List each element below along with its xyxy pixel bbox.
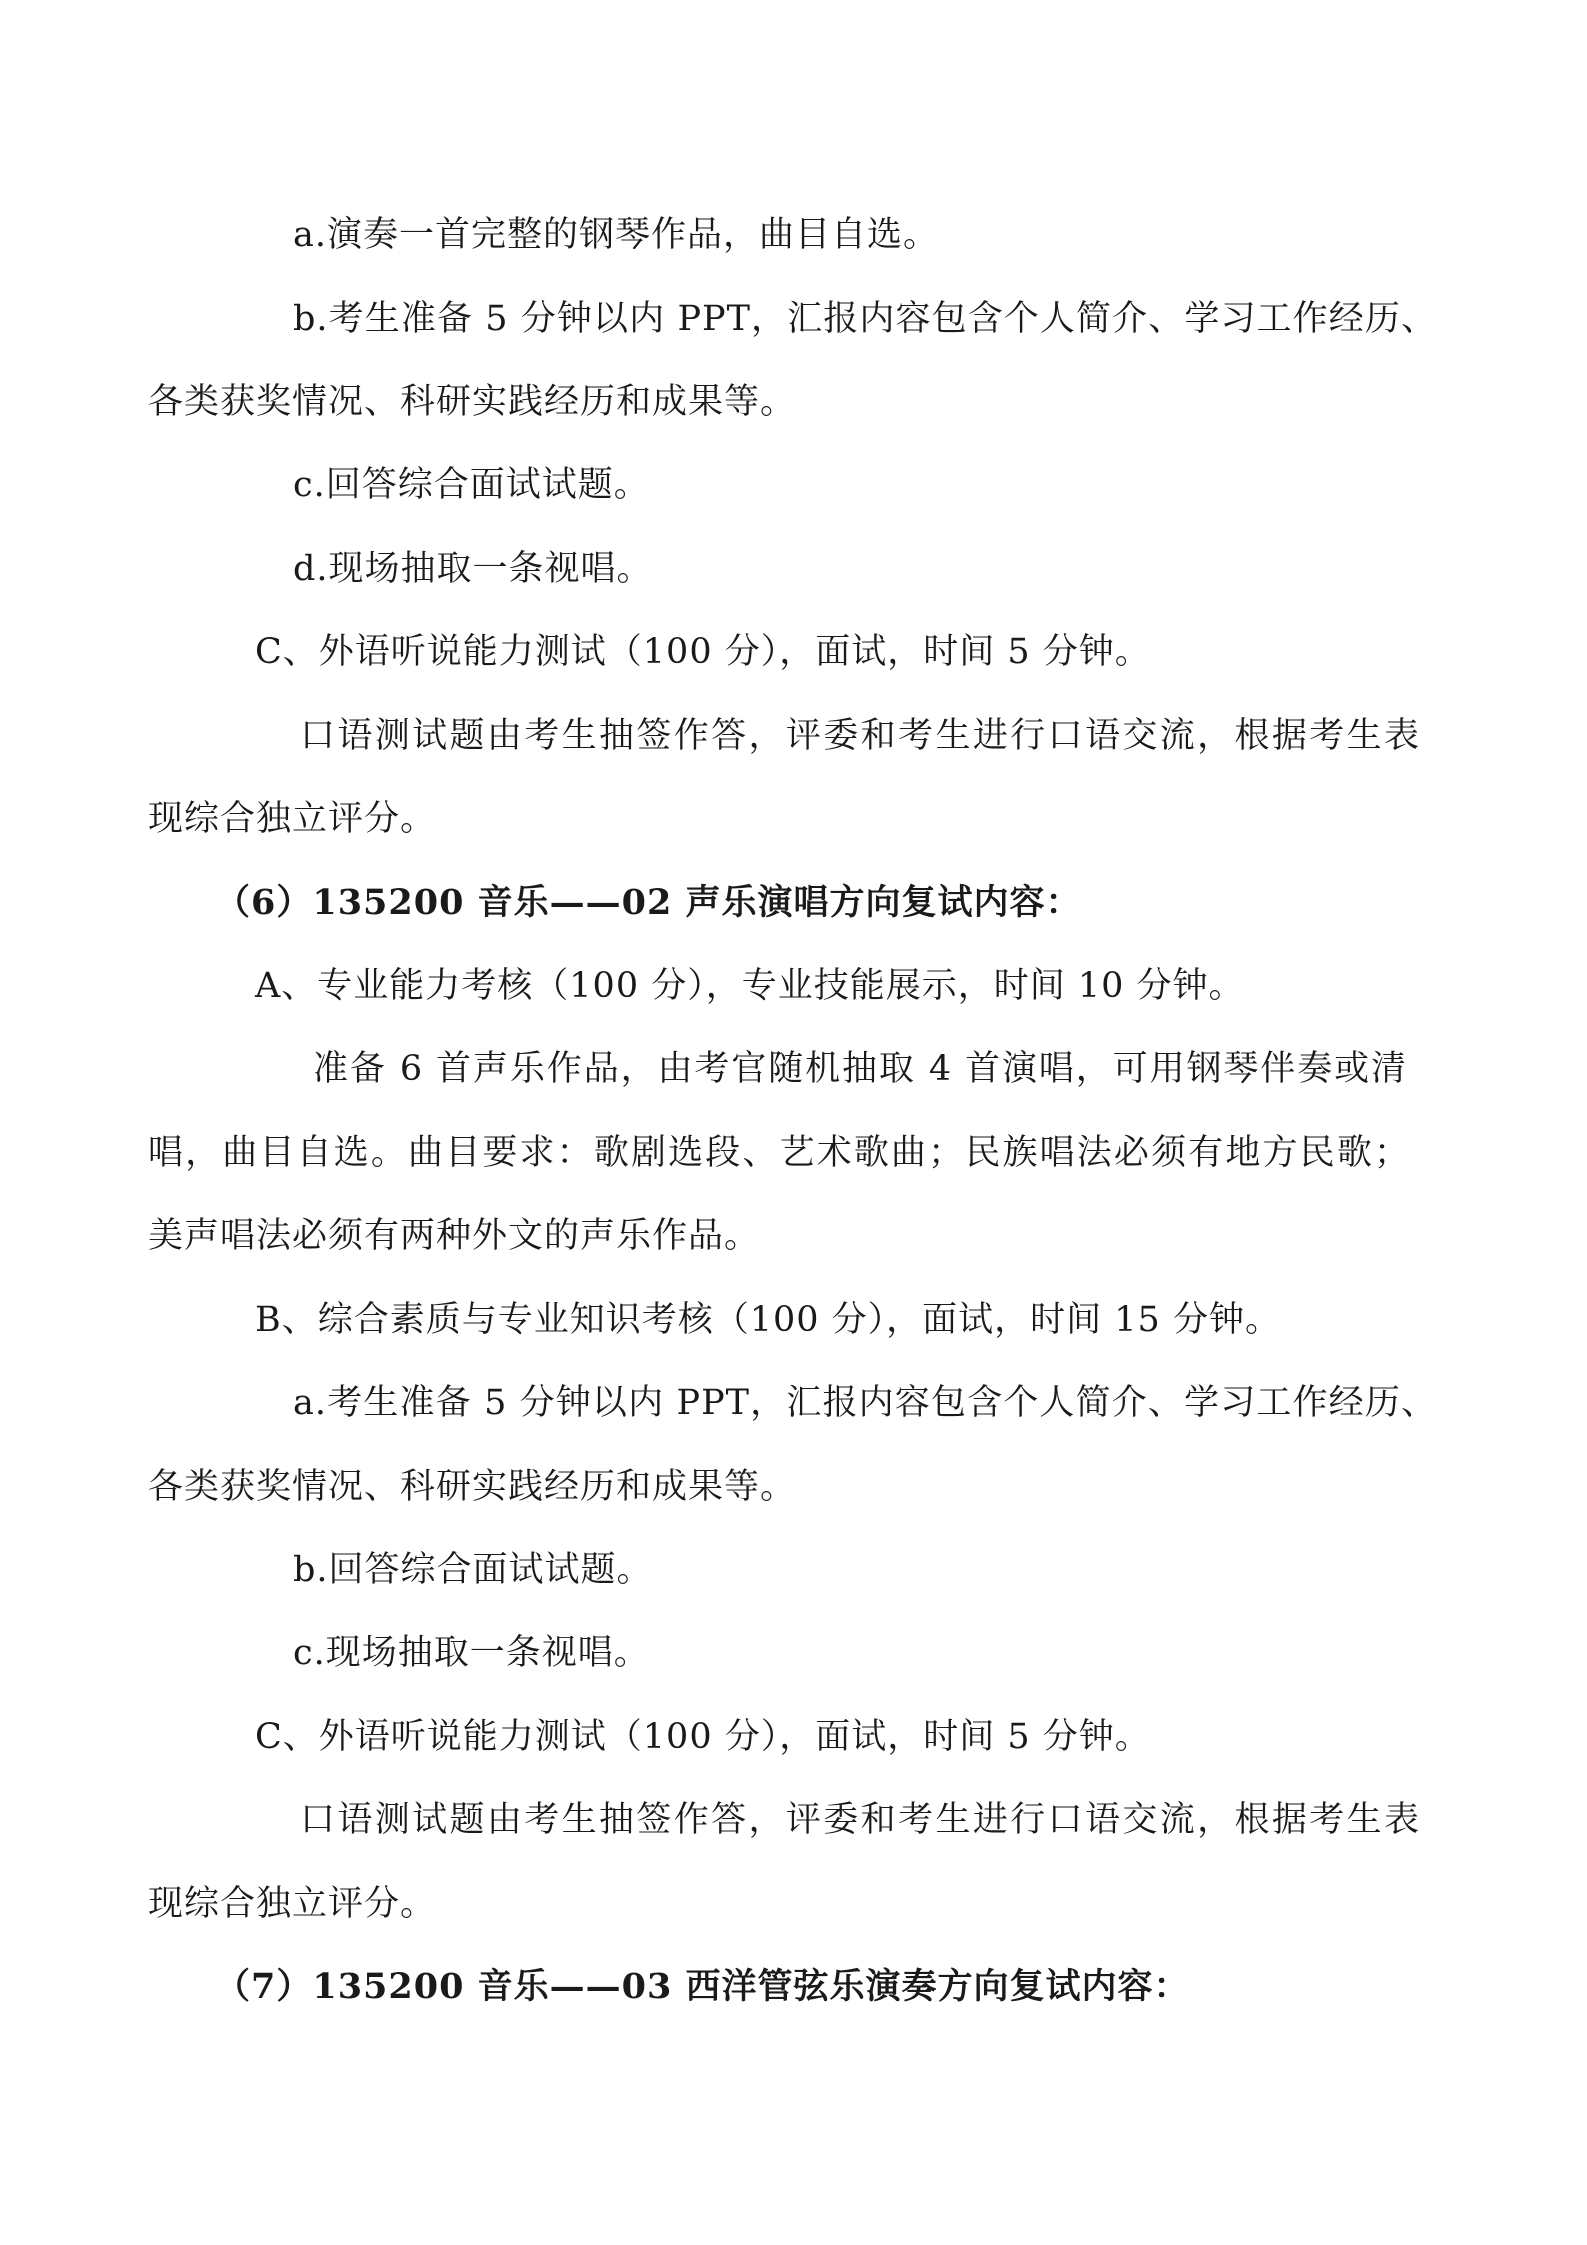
paragraph-vocal-works-cont: 唱，曲目自选。曲目要求：歌剧选段、艺术歌曲；民族唱法必须有地方民歌； xyxy=(148,1133,1410,1173)
list-item-a-ppt-cont: 各类获奖情况、科研实践经历和成果等。 xyxy=(148,1467,797,1507)
section-a-professional: A、专业能力考核（100 分），专业技能展示，时间 10 分钟。 xyxy=(255,966,1245,1006)
list-item-a-ppt: a.考生准备 5 分钟以内 PPT，汇报内容包含个人简介、学习工作经历、 xyxy=(293,1383,1437,1423)
list-item-b-interview: b.回答综合面试试题。 xyxy=(293,1550,653,1590)
list-item-a-piano: a.演奏一首完整的钢琴作品，曲目自选。 xyxy=(293,215,939,255)
section-heading-6: （6）135200 音乐——02 声乐演唱方向复试内容： xyxy=(215,882,1082,923)
section-heading-7: （7）135200 音乐——03 西洋管弦乐演奏方向复试内容： xyxy=(215,1966,1190,2007)
paragraph-vocal-works-end: 美声唱法必须有两种外文的声乐作品。 xyxy=(148,1216,761,1256)
section-b-comprehensive: B、综合素质与专业知识考核（100 分），面试，时间 15 分钟。 xyxy=(255,1300,1281,1340)
paragraph-oral-test-2: 口语测试题由考生抽签作答，评委和考生进行口语交流，根据考生表 xyxy=(300,1800,1420,1840)
paragraph-oral-test: 口语测试题由考生抽签作答，评委和考生进行口语交流，根据考生表 xyxy=(300,716,1420,756)
paragraph-oral-test-cont: 现综合独立评分。 xyxy=(148,799,437,839)
list-item-c-sightsinging: c.现场抽取一条视唱。 xyxy=(293,1633,650,1673)
section-c-foreign-language: C、外语听说能力测试（100 分），面试，时间 5 分钟。 xyxy=(255,632,1151,672)
paragraph-oral-test-2-cont: 现综合独立评分。 xyxy=(148,1884,437,1924)
list-item-b-ppt: b.考生准备 5 分钟以内 PPT，汇报内容包含个人简介、学习工作经历、 xyxy=(293,299,1437,339)
list-item-c-interview: c.回答综合面试试题。 xyxy=(293,465,650,505)
section-c-foreign-language-2: C、外语听说能力测试（100 分），面试，时间 5 分钟。 xyxy=(255,1717,1151,1757)
paragraph-vocal-works: 准备 6 首声乐作品，由考官随机抽取 4 首演唱，可用钢琴伴奏或清 xyxy=(313,1049,1407,1089)
list-item-b-ppt-cont: 各类获奖情况、科研实践经历和成果等。 xyxy=(148,382,797,422)
list-item-d-sightsinging: d.现场抽取一条视唱。 xyxy=(293,549,653,589)
